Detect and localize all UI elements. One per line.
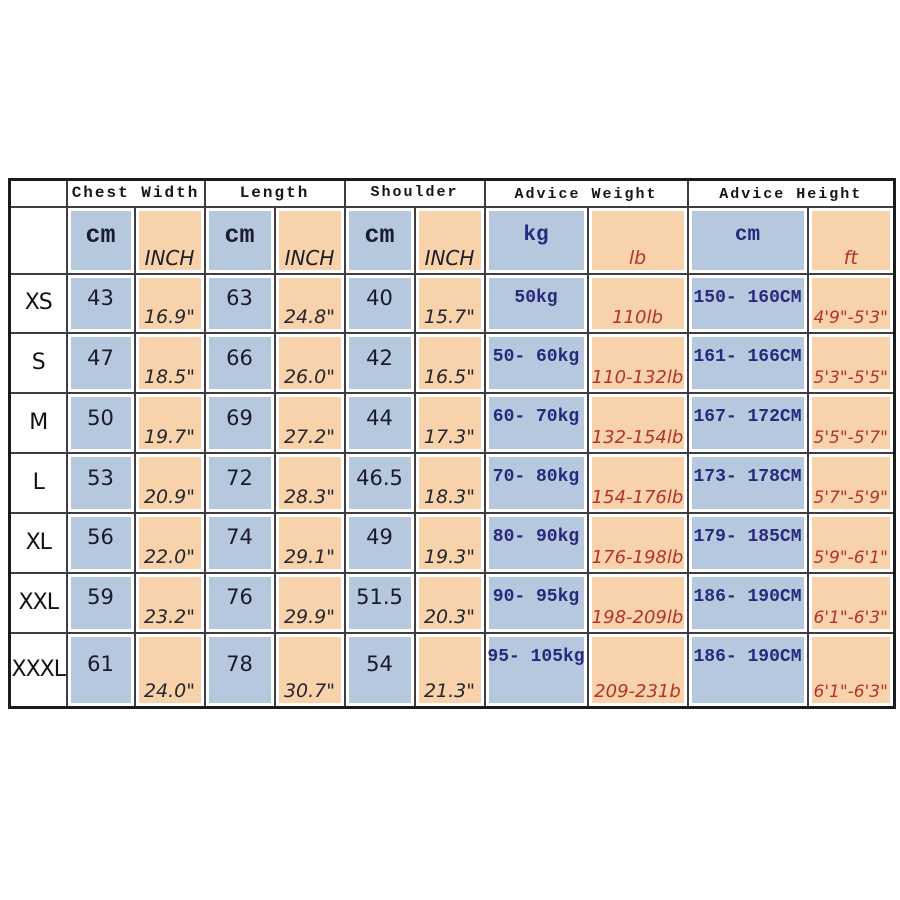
table-row-xl (10, 513, 895, 573)
cell-shoulder-inch (415, 513, 485, 573)
shoulder-inch-value: 21.3" (419, 637, 481, 703)
unit-length-cm: cm (209, 211, 271, 270)
chest-cm-value: 53 (71, 457, 131, 509)
weight-lb-value: 110lb (592, 278, 684, 330)
cell-height-cm (688, 513, 808, 573)
size-label: XL (25, 529, 51, 555)
cell-weight-lb (588, 453, 688, 513)
cell-chest-cm (67, 333, 135, 393)
header-advice-height-cell (688, 180, 895, 207)
unit-chest-cm: cm (71, 211, 131, 270)
weight-lb-value: 132-154lb (592, 397, 684, 449)
length-inch-value: 28.3" (279, 457, 341, 509)
cell-weight-kg (485, 453, 588, 513)
table-row-xxl (10, 573, 895, 633)
cell-height-ft (808, 513, 895, 573)
unit-chest-cm-cell (67, 207, 135, 274)
chest-inch-value: 19.7" (139, 397, 201, 449)
length-inch-value: 29.9" (279, 577, 341, 629)
unit-height-cm-cell (688, 207, 808, 274)
cell-shoulder-inch (415, 633, 485, 708)
cell-length-inch (275, 274, 345, 334)
shoulder-cm-value: 42 (349, 337, 411, 389)
cell-shoulder-inch (415, 333, 485, 393)
header-advice-height: Advice Height (719, 185, 863, 203)
weight-kg-value: 50- 60kg (489, 337, 584, 389)
cell-length-cm (205, 573, 275, 633)
table-row-m (10, 393, 895, 453)
cell-size (10, 274, 67, 334)
chest-cm-value: 43 (71, 278, 131, 330)
cell-weight-lb (588, 573, 688, 633)
cell-size (10, 633, 67, 708)
cell-length-inch (275, 573, 345, 633)
cell-height-ft (808, 274, 895, 334)
cell-length-cm (205, 393, 275, 453)
unit-weight-lb-cell (588, 207, 688, 274)
size-label: M (29, 410, 48, 436)
cell-shoulder-inch (415, 453, 485, 513)
height-ft-value: 4'9"-5'3" (812, 278, 891, 330)
table-row-xs (10, 274, 895, 334)
length-inch-value: 26.0" (279, 337, 341, 389)
height-cm-value: 186- 190CM (692, 577, 804, 629)
height-ft-value: 6'1"-6'3" (812, 577, 891, 629)
table-row-l (10, 453, 895, 513)
chest-inch-value: 23.2" (139, 577, 201, 629)
size-label: XXL (18, 589, 58, 615)
cell-shoulder-cm (345, 513, 415, 573)
cell-chest-inch (135, 274, 205, 334)
cell-height-cm (688, 393, 808, 453)
size-label: XS (24, 290, 52, 316)
size-label: S (31, 350, 45, 376)
shoulder-inch-value: 15.7" (419, 278, 481, 330)
length-inch-value: 24.8" (279, 278, 341, 330)
header-advice-weight: Advice Weight (514, 185, 658, 203)
cell-size (10, 453, 67, 513)
header-shoulder-cell (345, 180, 485, 207)
shoulder-inch-value: 18.3" (419, 457, 481, 509)
length-inch-value: 29.1" (279, 517, 341, 569)
unit-chest-inch: INCH (139, 211, 201, 270)
unit-shoulder-inch-cell (415, 207, 485, 274)
chest-cm-value: 59 (71, 577, 131, 629)
weight-lb-value: 154-176lb (592, 457, 684, 509)
cell-chest-cm (67, 633, 135, 708)
cell-weight-lb (588, 333, 688, 393)
height-ft-value: 5'7"-5'9" (812, 457, 891, 509)
weight-kg-value: 70- 80kg (489, 457, 584, 509)
cell-height-ft (808, 333, 895, 393)
cell-chest-cm (67, 393, 135, 453)
unit-shoulder-cm-cell (345, 207, 415, 274)
chest-inch-value: 20.9" (139, 457, 201, 509)
cell-chest-inch (135, 453, 205, 513)
cell-shoulder-cm (345, 393, 415, 453)
height-cm-value: 173- 178CM (692, 457, 804, 509)
table-row-s (10, 333, 895, 393)
unit-length-cm-cell (205, 207, 275, 274)
length-inch-value: 27.2" (279, 397, 341, 449)
weight-kg-value: 50kg (489, 278, 584, 330)
height-ft-value: 5'9"-6'1" (812, 517, 891, 569)
unit-chest-inch-cell (135, 207, 205, 274)
unit-length-inch: INCH (279, 211, 341, 270)
cell-chest-cm (67, 274, 135, 334)
cell-weight-kg (485, 274, 588, 334)
height-ft-value: 5'5"-5'7" (812, 397, 891, 449)
weight-kg-value: 60- 70kg (489, 397, 584, 449)
size-chart-table (8, 178, 896, 709)
header-length-cell (205, 180, 345, 207)
length-cm-value: 78 (209, 637, 271, 703)
shoulder-inch-value: 19.3" (419, 517, 481, 569)
cell-chest-inch (135, 393, 205, 453)
cell-height-ft (808, 393, 895, 453)
height-cm-value: 167- 172CM (692, 397, 804, 449)
cell-height-ft (808, 573, 895, 633)
chest-inch-value: 16.9" (139, 278, 201, 330)
cell-length-inch (275, 513, 345, 573)
weight-kg-value: 80- 90kg (489, 517, 584, 569)
cell-height-cm (688, 573, 808, 633)
unit-height-cm: cm (692, 211, 804, 270)
cell-weight-lb (588, 274, 688, 334)
cell-length-inch (275, 453, 345, 513)
cell-chest-cm (67, 573, 135, 633)
size-label: L (32, 470, 44, 495)
cell-height-cm (688, 274, 808, 334)
cell-weight-lb (588, 393, 688, 453)
length-cm-value: 76 (209, 577, 271, 629)
shoulder-cm-value: 54 (349, 637, 411, 703)
cell-height-cm (688, 633, 808, 708)
weight-kg-value: 90- 95kg (489, 577, 584, 629)
cell-shoulder-inch (415, 393, 485, 453)
cell-weight-lb (588, 633, 688, 708)
shoulder-cm-value: 40 (349, 278, 411, 330)
cell-shoulder-inch (415, 573, 485, 633)
chest-inch-value: 22.0" (139, 517, 201, 569)
cell-size (10, 393, 67, 453)
cell-chest-inch (135, 573, 205, 633)
cell-weight-kg (485, 633, 588, 708)
chest-cm-value: 61 (71, 637, 131, 703)
cell-chest-cm (67, 513, 135, 573)
cell-weight-kg (485, 393, 588, 453)
cell-length-cm (205, 513, 275, 573)
shoulder-cm-value: 49 (349, 517, 411, 569)
height-ft-value: 5'3"-5'5" (812, 337, 891, 389)
shoulder-cm-value: 46.5 (349, 457, 411, 509)
shoulder-inch-value: 17.3" (419, 397, 481, 449)
cell-shoulder-inch (415, 274, 485, 334)
height-cm-value: 179- 185CM (692, 517, 804, 569)
header-shoulder: Shoulder (370, 184, 459, 202)
header-length: Length (239, 184, 310, 203)
cell-chest-inch (135, 633, 205, 708)
cell-length-cm (205, 453, 275, 513)
cell-length-cm (205, 274, 275, 334)
weight-kg-value: 95- 105kg (489, 637, 584, 703)
cell-size (10, 333, 67, 393)
cell-height-cm (688, 333, 808, 393)
chest-inch-value: 18.5" (139, 337, 201, 389)
cell-weight-kg (485, 333, 588, 393)
cell-length-inch (275, 333, 345, 393)
cell-shoulder-cm (345, 333, 415, 393)
header-chest-width-cell (67, 180, 205, 207)
length-inch-value: 30.7" (279, 637, 341, 703)
header-advice-weight-cell (485, 180, 688, 207)
cell-height-ft (808, 633, 895, 708)
unit-length-inch-cell (275, 207, 345, 274)
cell-weight-kg (485, 513, 588, 573)
cell-size (10, 573, 67, 633)
header-chest-width: Chest Width (71, 184, 200, 203)
cell-shoulder-cm (345, 274, 415, 334)
weight-lb-value: 176-198lb (592, 517, 684, 569)
cell-length-inch (275, 633, 345, 708)
table-row-xxxl (10, 633, 895, 708)
unit-weight-kg: kg (489, 211, 584, 270)
unit-height-ft-cell (808, 207, 895, 274)
height-ft-value: 6'1"-6'3" (812, 637, 891, 703)
length-cm-value: 66 (209, 337, 271, 389)
corner-cell (10, 180, 67, 207)
cell-weight-kg (485, 573, 588, 633)
header-unit-row (10, 207, 895, 274)
unit-weight-kg-cell (485, 207, 588, 274)
unit-weight-lb: lb (592, 211, 684, 270)
weight-lb-value: 198-209lb (592, 577, 684, 629)
shoulder-cm-value: 51.5 (349, 577, 411, 629)
cell-shoulder-cm (345, 633, 415, 708)
height-cm-value: 161- 166CM (692, 337, 804, 389)
cell-size (10, 513, 67, 573)
unit-shoulder-inch: INCH (419, 211, 481, 270)
unit-shoulder-cm: cm (349, 211, 411, 270)
length-cm-value: 72 (209, 457, 271, 509)
cell-chest-inch (135, 513, 205, 573)
cell-weight-lb (588, 513, 688, 573)
shoulder-inch-value: 20.3" (419, 577, 481, 629)
weight-lb-value: 110-132lb (592, 337, 684, 389)
cell-height-ft (808, 453, 895, 513)
chest-cm-value: 56 (71, 517, 131, 569)
cell-length-cm (205, 333, 275, 393)
unit-height-ft: ft (812, 211, 891, 270)
height-cm-value: 150- 160CM (692, 278, 804, 330)
size-label: XXXL (11, 656, 65, 682)
chest-cm-value: 47 (71, 337, 131, 389)
chest-cm-value: 50 (71, 397, 131, 449)
cell-chest-cm (67, 453, 135, 513)
chest-inch-value: 24.0" (139, 637, 201, 703)
cell-shoulder-cm (345, 453, 415, 513)
cell-chest-inch (135, 333, 205, 393)
cell-length-inch (275, 393, 345, 453)
height-cm-value: 186- 190CM (692, 637, 804, 703)
cell-shoulder-cm (345, 573, 415, 633)
length-cm-value: 63 (209, 278, 271, 330)
length-cm-value: 74 (209, 517, 271, 569)
cell-height-cm (688, 453, 808, 513)
shoulder-inch-value: 16.5" (419, 337, 481, 389)
header-group-row (10, 180, 895, 207)
weight-lb-value: 209-231b (592, 637, 684, 703)
corner-cell-2 (10, 207, 67, 274)
length-cm-value: 69 (209, 397, 271, 449)
cell-length-cm (205, 633, 275, 708)
shoulder-cm-value: 44 (349, 397, 411, 449)
